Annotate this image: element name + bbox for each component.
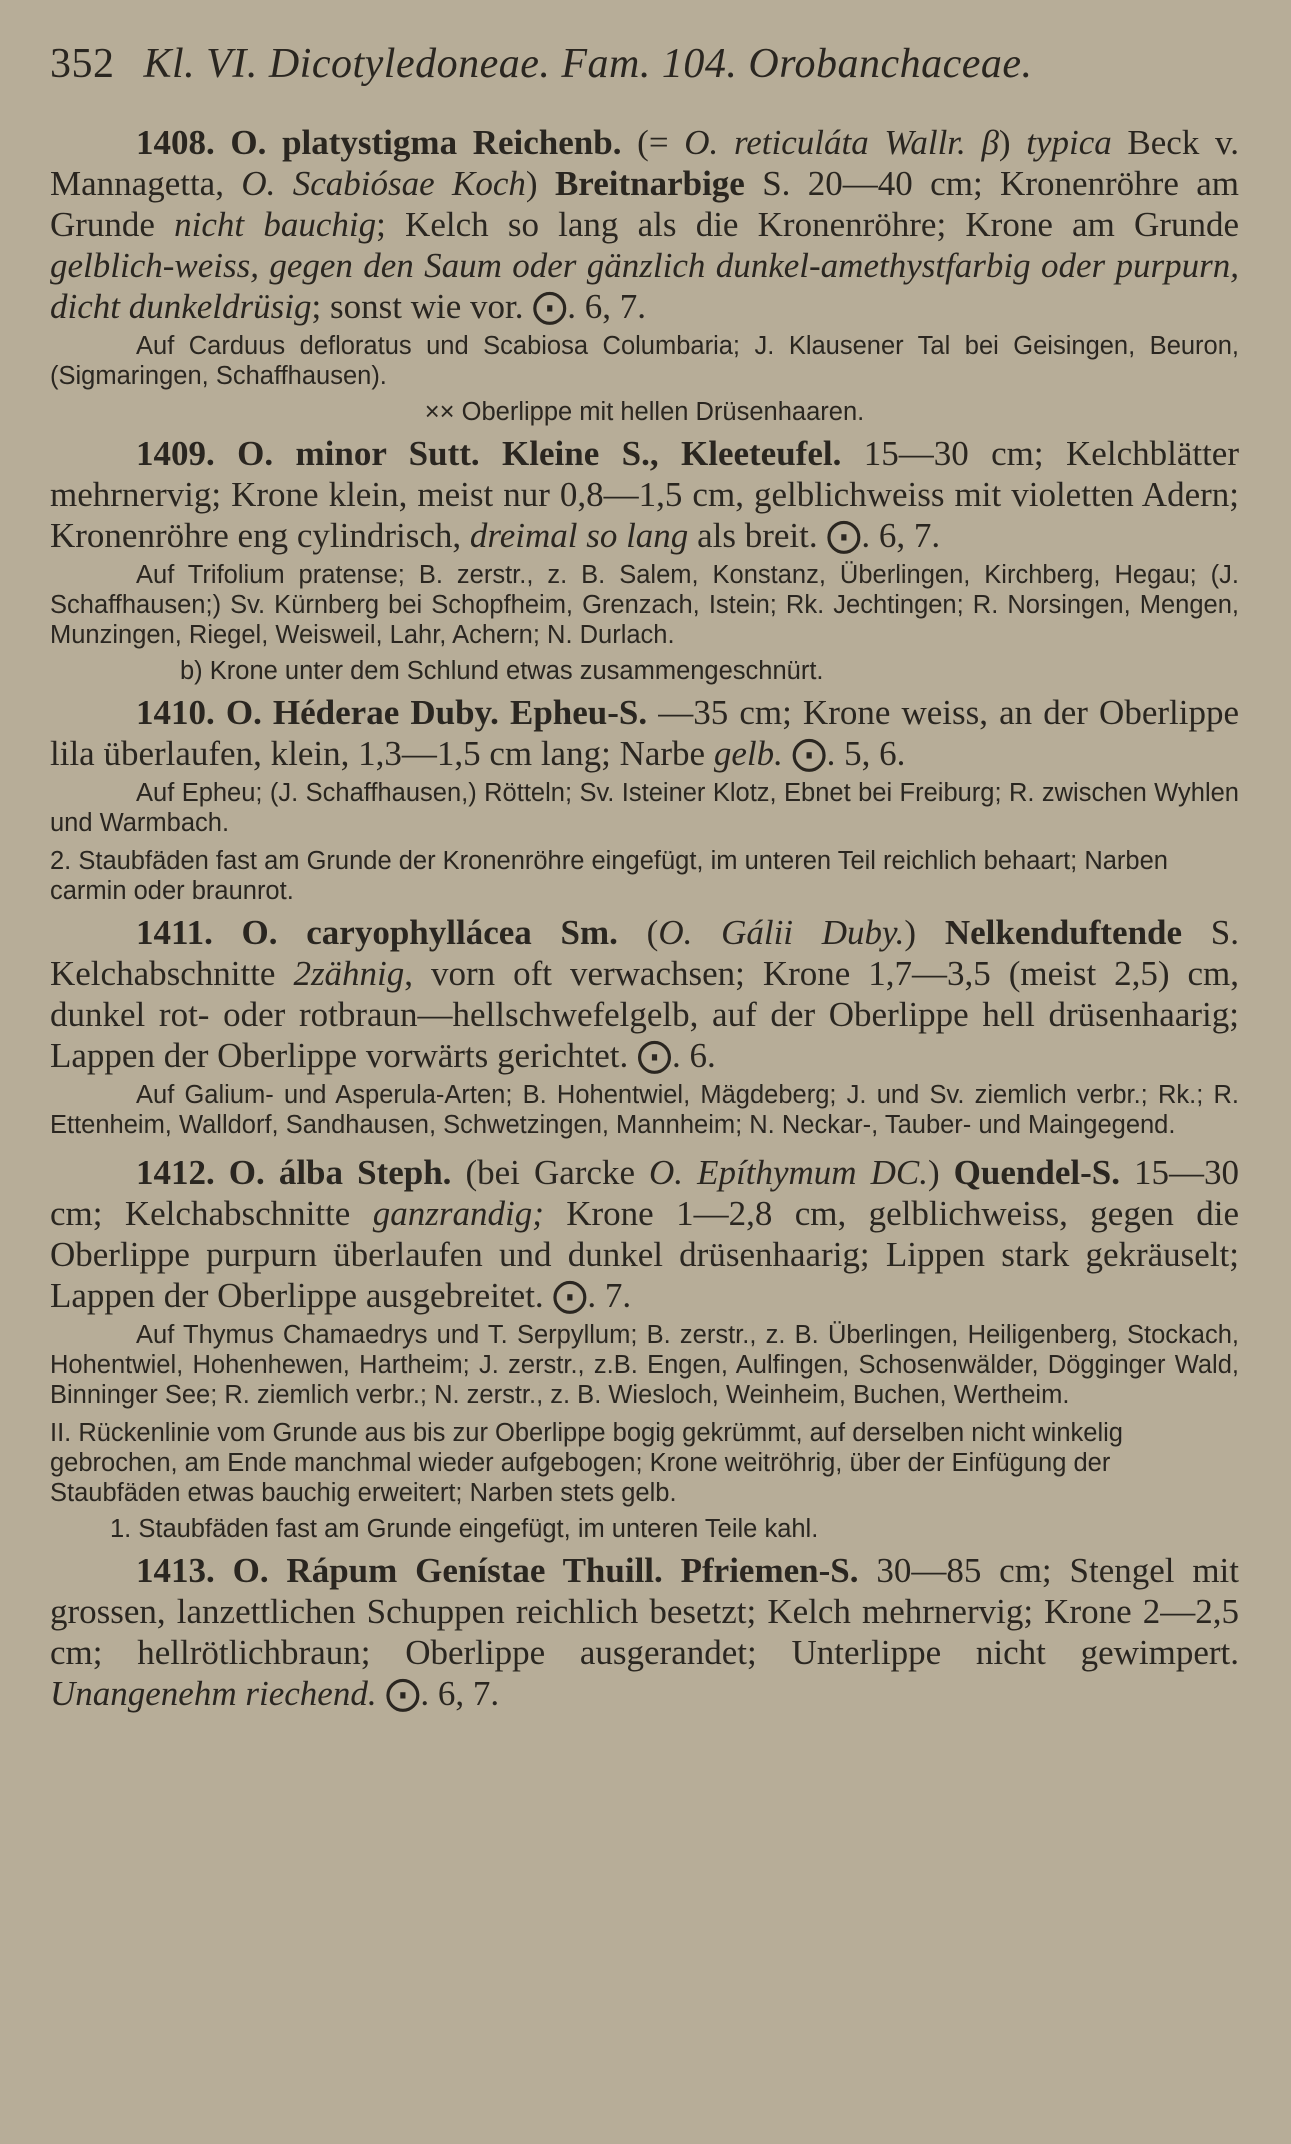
text-run: ) — [927, 1153, 954, 1192]
text-run: 2zähnig — [293, 954, 405, 993]
text-run: Unangenehm riechend. — [50, 1674, 377, 1713]
entry-1413 — [50, 1550, 1239, 1714]
text-run: O. reticuláta Wallr. β — [684, 123, 999, 162]
page-number: 352 — [50, 41, 115, 87]
entry-1411-note: Auf Galium- und Asperula-Arten; B. Hohentwiel, Mägdeberg; J. und Sv. ziemlich verbr.; Rk.; R. Ettenheim, Walldorf, Sandhausen, Schwetzingen, Mannheim; N. Neckar-, Tauber- und Maingegend. — [50, 1081, 1239, 1139]
key-b: b) Krone unter dem Schlund etwas zusammengeschnürt. — [180, 657, 824, 685]
key-xx: ×× Oberlippe mit hellen Drüsenhaaren. — [424, 398, 865, 426]
text-run: ) — [998, 123, 1027, 162]
entry-1412-note: Auf Thymus Chamaedrys und T. Serpyllum; B. zerstr., z. B. Überlingen, Heiligenberg, Stockach, Hohentwiel, Hohenhewen, Hartheim; J. zerstr., z.B. Engen, Aulfingen, Schosenwälder, Dögginger Wald, Binninger See; R. ziemlich verbr.; N. zerstr., z. B. Wiesloch, Weinheim, Buchen, Wertheim. — [50, 1321, 1239, 1409]
text-run: 1408. O. platystigma Reichenb. — [136, 123, 622, 162]
text-run: Breitnarbige — [554, 164, 745, 203]
text-run: , vorn oft verwachsen; Krone 1,7—3,5 (meist 2,5) cm, dunkel rot- oder rotbraun—hellschwefelgelb, auf der Oberlippe hell drüsenhaarig; Lappen der Oberlippe vorwärts gerichtet. ⨀. 6. — [50, 954, 1240, 1075]
text-run: als breit. ⨀. 6, 7. — [688, 516, 941, 555]
text-run: O. Epíthymum DC. — [649, 1153, 928, 1192]
text-run: Quendel-S. — [953, 1153, 1120, 1192]
text-run: S. Kelchabschnitte — [50, 913, 1240, 993]
entry-1408-note: Auf Carduus defloratus und Scabiosa Columbaria; J. Klausener Tal bei Geisingen, Beuron, (Sigmaringen, Schaffhausen). — [50, 332, 1239, 390]
text-run: 30—85 cm; Stengel mit grossen, lanzettlichen Schuppen reichlich besetzt; Kelch mehrnervig; Krone 2—2,5 cm; hellrötlichbraun; Oberlippe ausgerandet; Unterlippe nicht gewimpert. — [50, 1551, 1239, 1672]
text-run: ganzrandig; — [372, 1194, 544, 1233]
entry-1408 — [50, 122, 1239, 327]
text-run: typica — [1026, 123, 1112, 162]
text-run: 1413. O. Rápum Genístae Thuill. Pfriemen-S. — [136, 1551, 859, 1590]
text-run: ; Kelch so lang als die Kronenröhre; Krone am Grunde — [376, 205, 1239, 244]
text-run: dreimal so lang — [469, 516, 689, 555]
text-run: gelb. — [713, 734, 783, 773]
page-title: Kl. VI. Dicotyledoneae. Fam. 104. Orobanchaceae. — [143, 41, 1033, 87]
entry-1409-note: Auf Trifolium pratense; B. zerstr., z. B. Salem, Konstanz, Überlingen, Kirchberg, Hegau; (J. Schaffhausen;) Sv. Kürnberg bei Schopfheim, Grenzach, Istein; Rk. Jechtingen; R. Norsingen, Mengen, Munzingen, Riegel, Weisweil, Lahr, Achern; N. Durlach. — [50, 561, 1239, 649]
entry-1412 — [50, 1152, 1239, 1316]
entry-1409 — [50, 433, 1239, 556]
text-run: 1411. O. caryophyllácea Sm. — [136, 913, 618, 952]
text-run: nicht bauchig — [174, 205, 377, 244]
text-run: O. Scabiósae Koch — [241, 164, 526, 203]
text-run: (= — [621, 123, 685, 162]
text-run: 15—30 cm; Kelchabschnitte — [50, 1153, 1240, 1233]
key-1: 1. Staubfäden fast am Grunde eingefügt, im unteren Teile kahl. — [110, 1515, 819, 1543]
text-run: ( — [617, 913, 659, 952]
text-run: ⨀. 6, 7. — [376, 1674, 500, 1713]
text-run: ) — [525, 164, 555, 203]
text-run: —35 cm; Krone weiss, an der Oberlippe lila überlaufen, klein, 1,3—1,5 cm lang; Narbe — [50, 693, 1239, 773]
entry-1410-note: Auf Epheu; (J. Schaffhausen,) Rötteln; Sv. Isteiner Klotz, Ebnet bei Freiburg; R. zwischen Wyhlen und Warmbach. — [50, 779, 1239, 837]
text-run: Nelkenduftende — [944, 913, 1183, 952]
text-run: Krone 1—2,8 cm, gelblichweiss, gegen die Oberlippe purpurn überlaufen und dunkel drüsenhaarig; Lippen stark gekräuselt; Lappen der Oberlippe ausgebreitet. ⨀. 7. — [50, 1194, 1239, 1315]
text-run: 1409. O. minor Sutt. Kleine S., Kleeteufel. — [136, 434, 842, 473]
text-run: ⨀. 5, 6. — [782, 734, 906, 773]
text-run: Beck v. Mannagetta, — [50, 123, 1239, 203]
page-header — [50, 40, 1239, 88]
text-run: O. Gálii Duby. — [658, 913, 905, 952]
text-run: gelblich-weiss, gegen den Saum oder gänzlich dunkel-amethystfarbig oder purpurn, dicht dunkeldrüsig — [50, 246, 1239, 326]
text-run: 1410. O. Héderae Duby. Epheu-S. — [136, 693, 648, 732]
text-run: 1412. O. álba Steph. — [136, 1153, 452, 1192]
key-2: 2. Staubfäden fast am Grunde der Kronenröhre eingefügt, im unteren Teil reichlich behaart; Narben carmin oder braunrot. — [50, 847, 1168, 905]
text-run: ) — [904, 913, 945, 952]
text-run: ; sonst wie vor. ⨀. 6, 7. — [311, 287, 646, 326]
text-run: S. 20—40 cm; Kronenröhre am Grunde — [50, 164, 1239, 244]
text-run: (bei Garcke — [451, 1153, 650, 1192]
entry-1410 — [50, 692, 1239, 774]
text-run: 15—30 cm; Kelchblätter mehrnervig; Krone klein, meist nur 0,8—1,5 cm, gelblichweiss mit violetten Adern; Kronenröhre eng cylindrisch, — [50, 434, 1239, 555]
entry-1411 — [50, 912, 1239, 1076]
key-II: II. Rückenlinie vom Grunde aus bis zur Oberlippe bogig gekrümmt, auf derselben nicht winkelig gebrochen, am Ende manchmal wieder aufgebogen; Krone weitröhrig, über der Einfügung der Staubfäden etwas bauchig erweitert; Narben stets gelb. — [50, 1419, 1123, 1507]
